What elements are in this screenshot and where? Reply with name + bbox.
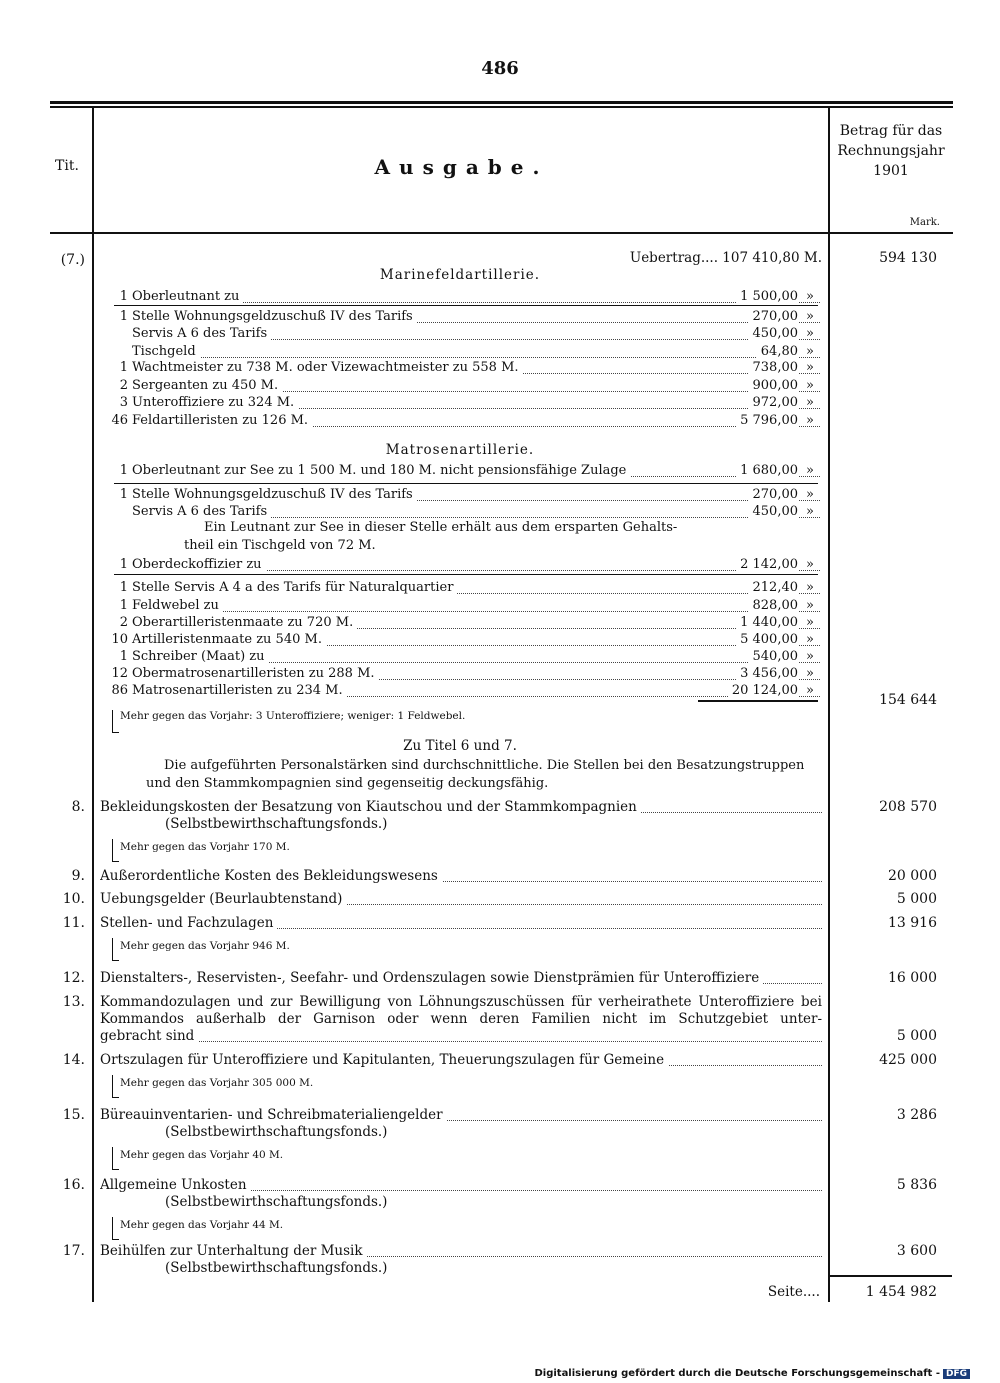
row-amount: 900,00 — [749, 378, 799, 393]
row-unit: » — [806, 666, 814, 681]
row-unit: » — [806, 413, 814, 428]
row-label: Sergeanten zu 450 M. — [132, 378, 279, 393]
row-label: Feldartilleristen zu 126 M. — [132, 413, 309, 428]
item-text: Beihülfen zur Unterhaltung der Musik — [100, 1243, 367, 1259]
sum-rule — [698, 700, 818, 702]
ledger-row — [100, 683, 820, 700]
ledger-row — [100, 580, 820, 597]
row-amount: 3 456,00 — [736, 666, 798, 681]
row-amount: 450,00 — [749, 326, 799, 341]
title-number: 12. — [62, 970, 85, 986]
row-amount: 2 142,00 — [736, 557, 798, 572]
row-amount: 5 796,00 — [736, 413, 798, 428]
row-unit: » — [806, 557, 814, 572]
ledger-row — [100, 309, 820, 326]
item-text: Uebungsgelder (Beurlaubtenstand) — [100, 891, 346, 907]
total-amount: 425 000 — [879, 1052, 937, 1068]
row-label: Oberleutnant zu — [132, 289, 240, 304]
ledger-row — [100, 326, 820, 343]
row-amount: 212,40 — [749, 580, 799, 595]
row-count: 1 — [119, 309, 128, 324]
row-unit: » — [806, 289, 814, 304]
row-amount: 20 124,00 — [728, 683, 798, 698]
total-amount: 5 836 — [896, 1177, 937, 1193]
separator-rule — [114, 574, 818, 575]
mehr-note: Mehr gegen das Vorjahr 946 M. — [120, 940, 290, 952]
leader-dots — [100, 1041, 822, 1042]
sum-rule — [830, 1275, 952, 1277]
item-description — [100, 1107, 822, 1125]
ledger-row — [100, 360, 820, 377]
row-label: Artilleristenmaate zu 540 M. — [132, 632, 322, 647]
total-amount: 5 000 — [896, 891, 937, 907]
mehr-bracket — [112, 1147, 119, 1170]
title-number: 17. — [62, 1243, 85, 1259]
row-count: 1 — [119, 487, 128, 502]
item-description — [100, 1028, 822, 1046]
row-unit: » — [806, 395, 814, 410]
section-heading: Marinefeldartillerie. — [379, 267, 541, 283]
ledger-row — [100, 289, 820, 306]
top-rule-thin — [50, 106, 953, 108]
item-description: (Selbstbewirthschaftungsfonds.) — [165, 1260, 388, 1276]
ledger-row — [100, 463, 820, 480]
footer — [534, 1368, 970, 1379]
note-line: Die aufgeführten Personalstärken sind durchschnittliche. Die Stellen bei den Besatzungstruppen — [164, 758, 805, 773]
row-unit: » — [806, 463, 814, 478]
title-number: 11. — [62, 915, 85, 931]
item-description: Kommandos außerhalb der Garnison oder wenn deren Familien nicht im Schutzgebiet unter- — [100, 1011, 822, 1027]
item-description: (Selbstbewirthschaftungsfonds.) — [165, 1194, 388, 1210]
row-amount: 64,80 — [757, 344, 798, 359]
total-amount: 3 286 — [896, 1107, 937, 1123]
header-tit: Tit. — [55, 158, 79, 174]
row-count: 1 — [119, 289, 128, 304]
mehr-note: Mehr gegen das Vorjahr 305 000 M. — [120, 1077, 314, 1089]
total-amount: 20 000 — [888, 868, 937, 884]
separator-rule — [114, 305, 818, 306]
row-amount: 1 680,00 — [736, 463, 798, 478]
title-number: 16. — [62, 1177, 85, 1193]
row-amount: 5 400,00 — [736, 632, 798, 647]
row-label: Oberleutnant zur See zu 1 500 M. und 180 M. nicht pensionsfähige Zulage — [132, 463, 627, 478]
row-unit: » — [806, 344, 814, 359]
note-line: und den Stammkompagnien sind gegenseitig deckungsfähig. — [146, 776, 549, 791]
seite-label: Seite.... — [767, 1284, 820, 1300]
ledger-row — [100, 487, 820, 504]
page-number: 486 — [481, 58, 519, 79]
item-description — [100, 1177, 822, 1195]
section-heading: Zu Titel 6 und 7. — [403, 738, 517, 754]
row-label: Oberdeckoffizier zu — [132, 557, 262, 572]
row-label: Wachtmeister zu 738 M. oder Vizewachtmeister zu 558 M. — [132, 360, 519, 375]
mehr-bracket — [112, 710, 119, 733]
row-amount: 540,00 — [749, 649, 799, 664]
total-amount: 16 000 — [888, 970, 937, 986]
row-amount: 1 440,00 — [736, 615, 798, 630]
row-label: Stelle Wohnungsgeldzuschuß IV des Tarifs — [132, 309, 413, 324]
row-count: 2 — [119, 378, 128, 393]
item-description — [100, 1243, 822, 1261]
item-description — [100, 970, 822, 988]
row-label: Schreiber (Maat) zu — [132, 649, 265, 664]
ledger-row — [100, 378, 820, 395]
ledger-row — [100, 615, 820, 632]
row-count: 12 — [111, 666, 128, 681]
mehr-bracket — [112, 1217, 119, 1240]
row-label: Servis A 6 des Tarifs — [132, 504, 268, 519]
row-count: 1 — [119, 463, 128, 478]
item-text: Büreauinventarien- und Schreibmaterialiengelder — [100, 1107, 447, 1123]
mehr-bracket — [112, 1075, 119, 1098]
total-amount: 5 000 — [896, 1028, 937, 1044]
row-amount: 1 500,00 — [736, 289, 798, 304]
item-description: (Selbstbewirthschaftungsfonds.) — [165, 816, 388, 832]
mehr-bracket — [112, 839, 119, 862]
row-unit: » — [806, 504, 814, 519]
title-number: 9. — [71, 868, 85, 884]
row-label: Matrosenartilleristen zu 234 M. — [132, 683, 343, 698]
header-mark: Mark. — [909, 217, 940, 228]
ledger-row — [100, 413, 820, 430]
seite-total: 1 454 982 — [865, 1284, 937, 1300]
title-number: 8. — [71, 799, 85, 815]
row-label: Feldwebel zu — [132, 598, 219, 613]
item-description: Kommandozulagen und zur Bewilligung von Löhnungszuschüssen für verheirathete Unteroffiziere bei — [100, 994, 822, 1010]
item-description — [100, 799, 822, 817]
header-ausgabe: Ausgabe. — [374, 155, 549, 179]
mehr-note: Mehr gegen das Vorjahr 40 M. — [120, 1149, 284, 1161]
total-amount: 3 600 — [896, 1243, 937, 1259]
mehr-note: Mehr gegen das Vorjahr: 3 Unteroffiziere; weniger: 1 Feldwebel. — [120, 710, 466, 722]
item-description: (Selbstbewirthschaftungsfonds.) — [165, 1124, 388, 1140]
column-divider-left — [92, 106, 94, 1302]
row-amount: 450,00 — [749, 504, 799, 519]
row-unit: » — [806, 598, 814, 613]
mehr-note: Mehr gegen das Vorjahr 44 M. — [120, 1219, 284, 1231]
row-amount: 828,00 — [749, 598, 799, 613]
row-count: 1 — [119, 598, 128, 613]
ledger-row — [100, 504, 820, 521]
row-label: Stelle Wohnungsgeldzuschuß IV des Tarifs — [132, 487, 413, 502]
row-label: Tischgeld — [132, 344, 196, 359]
mehr-bracket — [112, 938, 119, 961]
top-double-rule — [50, 101, 953, 104]
row-unit: » — [806, 309, 814, 324]
row-unit: » — [806, 487, 814, 502]
item-text: gebracht sind — [100, 1028, 198, 1044]
item-text: Außerordentliche Kosten des Bekleidungswesens — [100, 868, 442, 884]
total-amount: 154 644 — [879, 692, 937, 708]
title-number: 15. — [62, 1107, 85, 1123]
note-line: Ein Leutnant zur See in dieser Stelle erhält aus dem ersparten Gehalts- — [204, 520, 678, 535]
row-unit: » — [806, 683, 814, 698]
row-count: 2 — [119, 615, 128, 630]
header-betrag: Betrag für das Rechnungsjahr 1901 — [837, 123, 945, 179]
title-number: 14. — [62, 1052, 85, 1068]
item-text: Dienstalters-, Reservisten-, Seefahr- und Ordenszulagen sowie Dienstprämien für Unteroffiziere — [100, 970, 763, 986]
item-text: Stellen- und Fachzulagen — [100, 915, 277, 931]
row-label: Obermatrosenartilleristen zu 288 M. — [132, 666, 375, 681]
row-count: 10 — [111, 632, 128, 647]
ledger-row — [100, 666, 820, 683]
total-amount: 208 570 — [879, 799, 937, 815]
item-text: Allgemeine Unkosten — [100, 1177, 251, 1193]
mehr-note: Mehr gegen das Vorjahr 170 M. — [120, 841, 290, 853]
row-count: 1 — [119, 580, 128, 595]
ledger-row — [100, 557, 820, 574]
item-text: Bekleidungskosten der Besatzung von Kiautschou und der Stammkompagnien — [100, 799, 641, 815]
row-unit: » — [806, 615, 814, 630]
row-amount: 738,00 — [749, 360, 799, 375]
row-amount: 270,00 — [749, 309, 799, 324]
header-bottom-rule — [50, 232, 953, 234]
footer-text: Digitalisierung gefördert durch die Deutsche Forschungsgemeinschaft - — [534, 1368, 940, 1379]
ledger-row — [100, 395, 820, 412]
row-count: 1 — [119, 649, 128, 664]
separator-rule — [114, 483, 818, 484]
item-description — [100, 868, 822, 886]
section-heading: Matrosenartillerie. — [385, 442, 535, 458]
item-description — [100, 891, 822, 909]
ledger-row — [100, 344, 820, 361]
row-unit: » — [806, 632, 814, 647]
item-description — [100, 1052, 822, 1070]
row-label: Servis A 6 des Tarifs — [132, 326, 268, 341]
row-unit: » — [806, 378, 814, 393]
row-label: Unteroffiziere zu 324 M. — [132, 395, 295, 410]
row-unit: » — [806, 580, 814, 595]
row-unit: » — [806, 326, 814, 341]
row-amount: 270,00 — [749, 487, 799, 502]
note-line: theil ein Tischgeld von 72 M. — [184, 538, 376, 553]
row-unit: » — [806, 649, 814, 664]
item-text: Ortszulagen für Unteroffiziere und Kapitulanten, Theuerungszulagen für Gemeine — [100, 1052, 668, 1068]
title-number: (7.) — [60, 252, 85, 268]
row-count: 86 — [111, 683, 128, 698]
ledger-row — [100, 632, 820, 649]
title-number: 13. — [62, 994, 85, 1010]
ledger-row — [100, 598, 820, 615]
uebertrag: Uebertrag.... 107 410,80 M. — [629, 250, 822, 266]
leader-dots — [100, 357, 820, 358]
title-number: 10. — [62, 891, 85, 907]
item-description — [100, 915, 822, 933]
total-amount: 594 130 — [879, 250, 937, 266]
ledger-row — [100, 649, 820, 666]
row-count: 3 — [119, 395, 128, 410]
row-amount: 972,00 — [749, 395, 799, 410]
row-unit: » — [806, 360, 814, 375]
row-label: Stelle Servis A 4 a des Tarifs für Naturalquartier — [132, 580, 454, 595]
total-amount: 13 916 — [888, 915, 937, 931]
row-count: 1 — [119, 360, 128, 375]
dfg-logo: DFG — [943, 1369, 970, 1379]
row-count: 46 — [111, 413, 128, 428]
row-label: Oberartilleristenmaate zu 720 M. — [132, 615, 354, 630]
row-count: 1 — [119, 557, 128, 572]
